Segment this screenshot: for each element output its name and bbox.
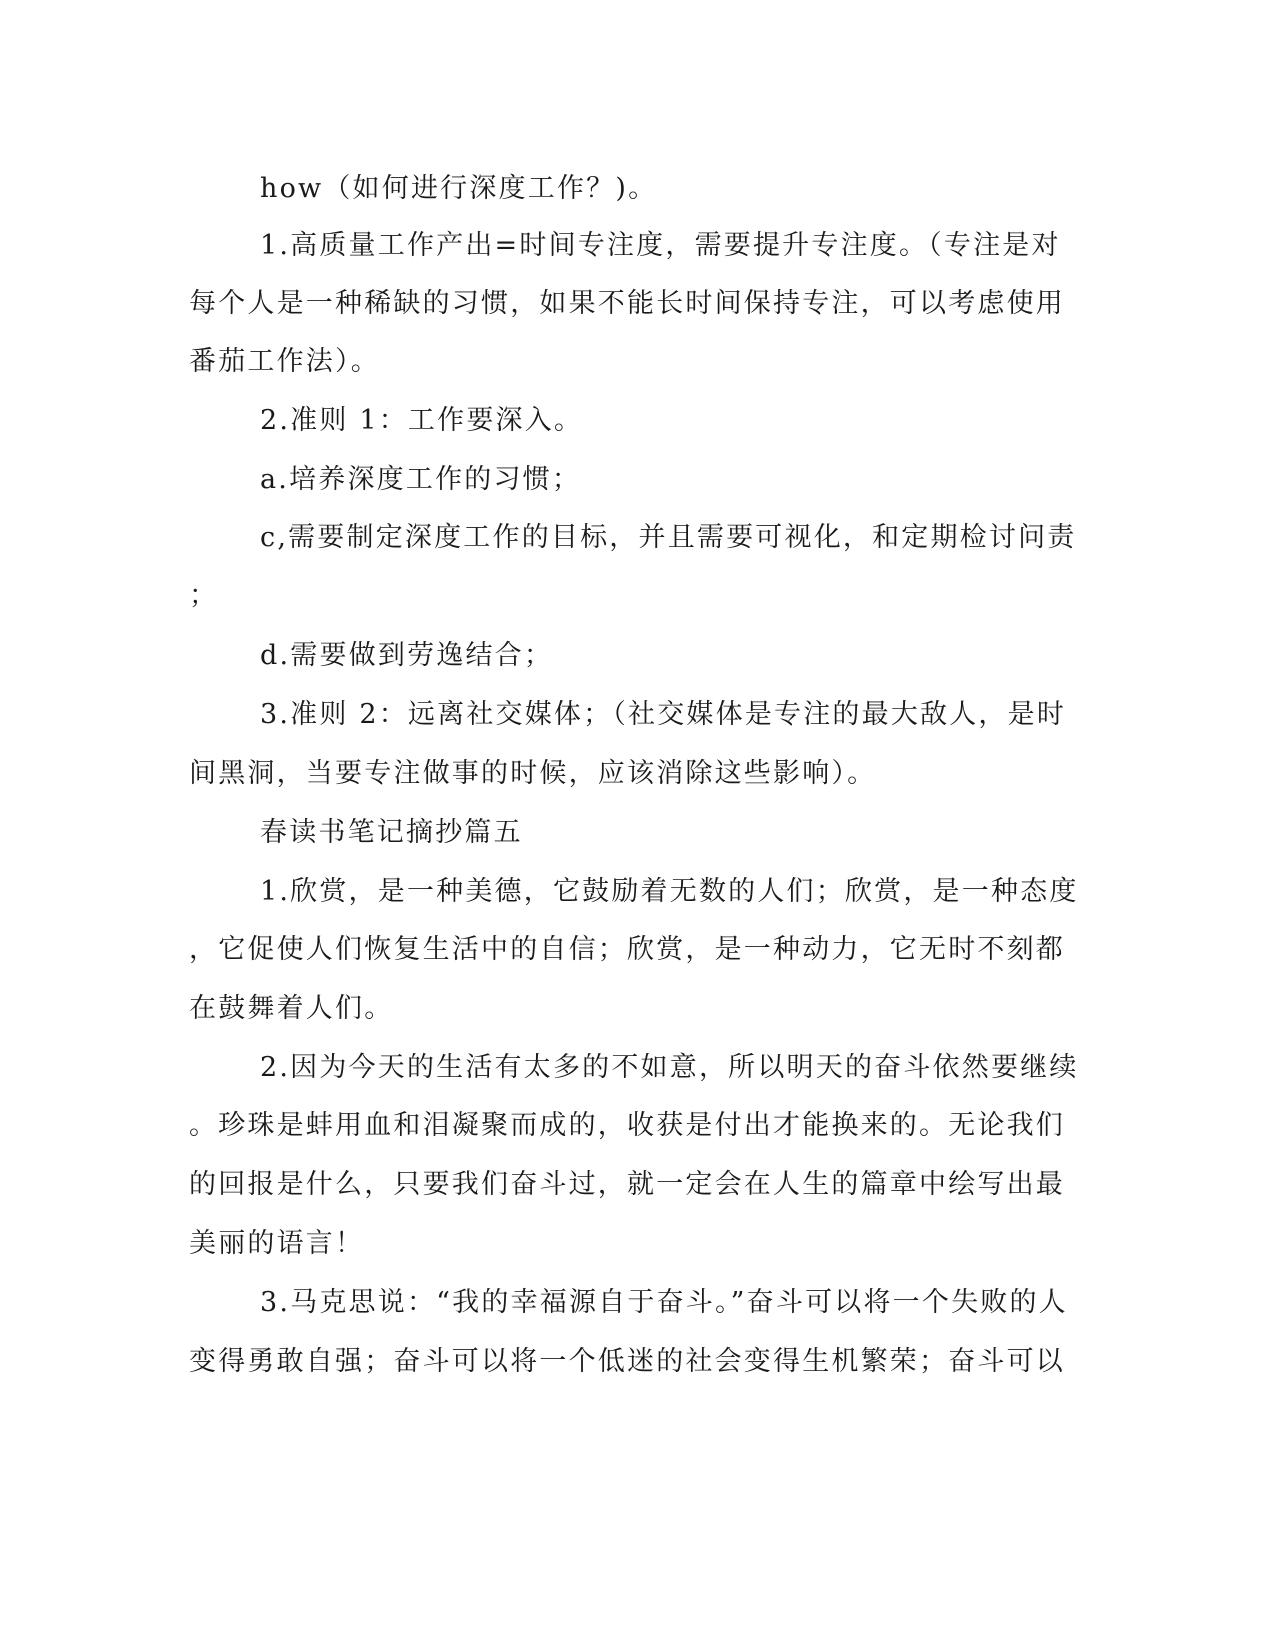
text-line: ，它促使人们恢复生活中的自信；欣赏，是一种动力，它无时不刻都 [189,934,1065,965]
text-line: c,需要制定深度工作的目标，并且需要可视化，和定期检讨问责 [260,522,1077,553]
text-line: 番茄工作法）。 [189,346,380,377]
text-line: 美丽的语言！ [189,1228,365,1259]
text-line: how（如何进行深度工作？)。 [260,173,658,204]
text-line: d.需要做到劳逸结合； [260,640,554,671]
section-heading: 春读书笔记摘抄篇五 [260,817,523,848]
text-line: 3.马克思说：“我的幸福源自于奋斗。”奋斗可以将一个失败的人 [260,1287,1068,1318]
text-line: a.培养深度工作的习惯； [260,464,582,495]
text-line: 间黑洞，当要专注做事的时候，应该消除这些影响）。 [189,758,877,789]
text-line: 。珍珠是蚌用血和泪凝聚而成的，收获是付出才能换来的。无论我们 [189,1110,1065,1141]
text-line: 每个人是一种稀缺的习惯，如果不能长时间保持专注，可以考虑使用 [189,288,1065,319]
text-line: 1.欣赏，是一种美德，它鼓励着无数的人们；欣赏，是一种态度 [260,876,1079,907]
text-line: 的回报是什么，只要我们奋斗过，就一定会在人生的篇章中绘写出最 [189,1169,1065,1200]
text-line: 在鼓舞着人们。 [189,993,394,1024]
text-line: 3.准则 2：远离社交媒体；（社交媒体是专注的最大敌人，是时 [260,699,1067,730]
text-line: 2.因为今天的生活有太多的不如意，所以明天的奋斗依然要继续 [260,1052,1079,1083]
text-line: 变得勇敢自强；奋斗可以将一个低迷的社会变得生机繁荣；奋斗可以 [189,1346,1065,1377]
text-line: 1.高质量工作产出=时间专注度，需要提升专注度。（专注是对 [260,230,1061,261]
text-line: ； [189,580,219,611]
text-line: 2.准则 1：工作要深入。 [260,405,584,436]
